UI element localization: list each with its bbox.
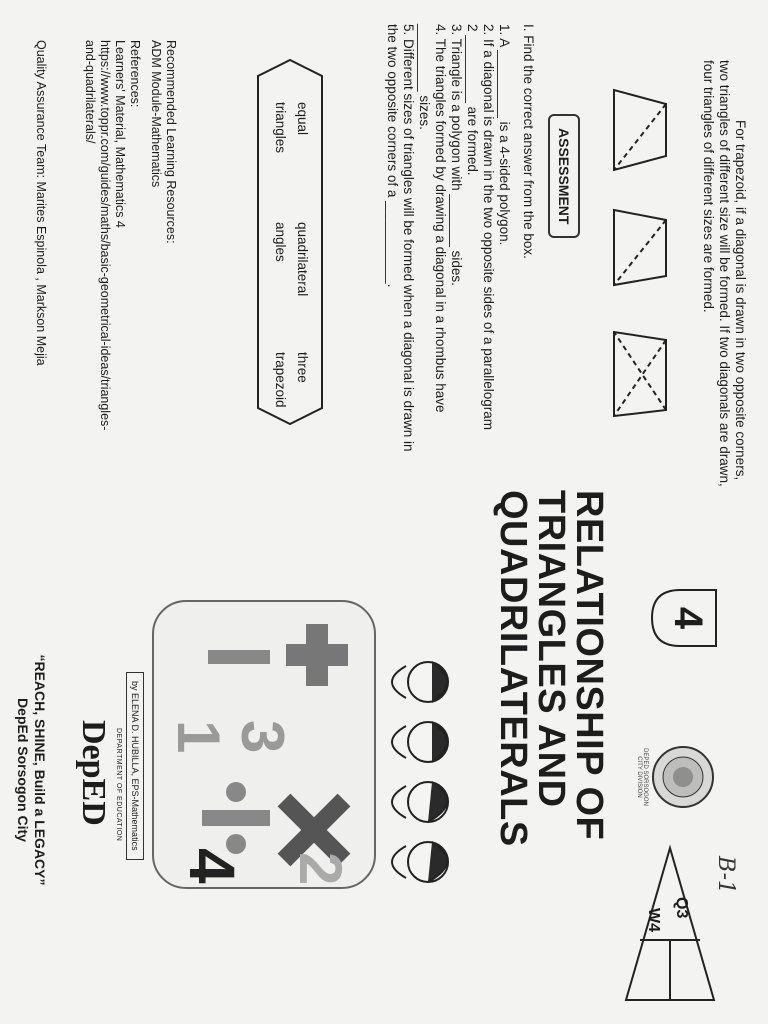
seal-text: DEPED SORSOGON CITY DIVISION xyxy=(636,748,648,806)
digit-one: 1 xyxy=(165,720,232,754)
title-line: RELATIONSHIP OF xyxy=(568,490,610,841)
math-illustration xyxy=(152,600,376,889)
divide-icon xyxy=(196,778,276,858)
children-illustration xyxy=(368,652,468,892)
assessment-label: ASSESSMENT xyxy=(548,114,580,238)
quarter-label: Q3 xyxy=(673,897,690,919)
question-item: 3. Triangle is a polygon with _______ sides. xyxy=(449,24,464,286)
question-list xyxy=(384,24,512,451)
word-choice-box xyxy=(256,58,324,426)
word-choice: equal xyxy=(295,102,310,136)
intro-line: four triangles of different sizes are formed. xyxy=(701,60,716,313)
question-item: the two opposite corners of a ___________. xyxy=(385,24,400,288)
word-choice: angles xyxy=(273,222,288,262)
title-line: QUADRILATERALS xyxy=(492,490,534,847)
qa-team: Quality Assurance Team: Marites Espinola , Markson Mejia xyxy=(34,40,48,366)
trapezoid-diagrams xyxy=(598,80,678,440)
references-line: References: xyxy=(128,40,142,108)
intro-line: For trapezoid, if a diagonal is drawn in two opposite corners, xyxy=(733,120,748,481)
word-choice: triangles xyxy=(273,102,288,154)
trapezoid-diagram-one xyxy=(614,90,666,170)
resources-line: ADM Module-Mathematics xyxy=(149,40,163,188)
question-item: 5. Different sizes of triangles will be formed when a diagonal is drawn in xyxy=(401,24,416,452)
word-choice: quadrilateral xyxy=(295,222,310,297)
question-item: 2 _________ are formed. xyxy=(465,24,480,176)
references-line: and-quadrilaterals/ xyxy=(83,40,97,144)
resources-line: Recommended Learning Resources: xyxy=(164,40,178,244)
trapezoid-diagram-three xyxy=(614,332,666,416)
slogan-line: DepEd Sorsogon City xyxy=(15,698,31,842)
plus-icon xyxy=(282,620,352,690)
grade-number: 4 xyxy=(666,606,710,630)
word-choice: three xyxy=(295,352,310,383)
question-item: 2. If a diagonal is drawn in the two opposite sides of a parallelogram xyxy=(481,24,496,430)
week-label: W4 xyxy=(645,908,662,932)
module-title xyxy=(494,490,608,847)
word-choice: trapezoid xyxy=(273,352,288,408)
quarter-week-triangle-icon xyxy=(624,840,716,1010)
digit-three: 3 xyxy=(229,720,296,754)
references-line: https://www.toppr.com/guides/maths/basic-geometrical-ideas/triangles- xyxy=(98,40,112,431)
trapezoid-diagram-two xyxy=(614,210,666,285)
title-line: TRIANGLES AND xyxy=(530,490,572,808)
deped-logo: DepED xyxy=(75,720,112,826)
question-item: _________ sizes. xyxy=(417,24,432,130)
deped-department-label: DEPARTMENT OF EDUCATION xyxy=(115,728,122,842)
word-box-frame xyxy=(256,58,324,426)
deped-seal-icon xyxy=(650,744,716,810)
intro-line: two triangles of different size will be formed. If two diagonals are drawn, xyxy=(717,60,732,487)
question-item: 1. A _________ is a 4-sided polygon. xyxy=(497,24,512,246)
references-line: Learners' Material, Mathematics 4 xyxy=(113,40,127,228)
intro-paragraph xyxy=(700,60,748,487)
digit-two: 2 xyxy=(287,852,354,886)
instruction-text: I. Find the correct answer from the box. xyxy=(521,24,536,259)
learning-resources xyxy=(148,40,178,244)
question-item: 4. The triangles formed by drawing a diagonal in a rhombus have xyxy=(433,24,448,413)
references xyxy=(82,40,142,430)
minus-icon xyxy=(204,632,274,682)
handwritten-mark: B-1 xyxy=(713,856,738,895)
slogan-line: “REACH, SHINE, Build a LEGACY” xyxy=(32,654,48,886)
author-credit: by ELENA D. HUBILLA, EPS-Mathematics xyxy=(126,672,144,860)
digit-four: 4 xyxy=(176,848,248,884)
slogan xyxy=(14,650,48,890)
